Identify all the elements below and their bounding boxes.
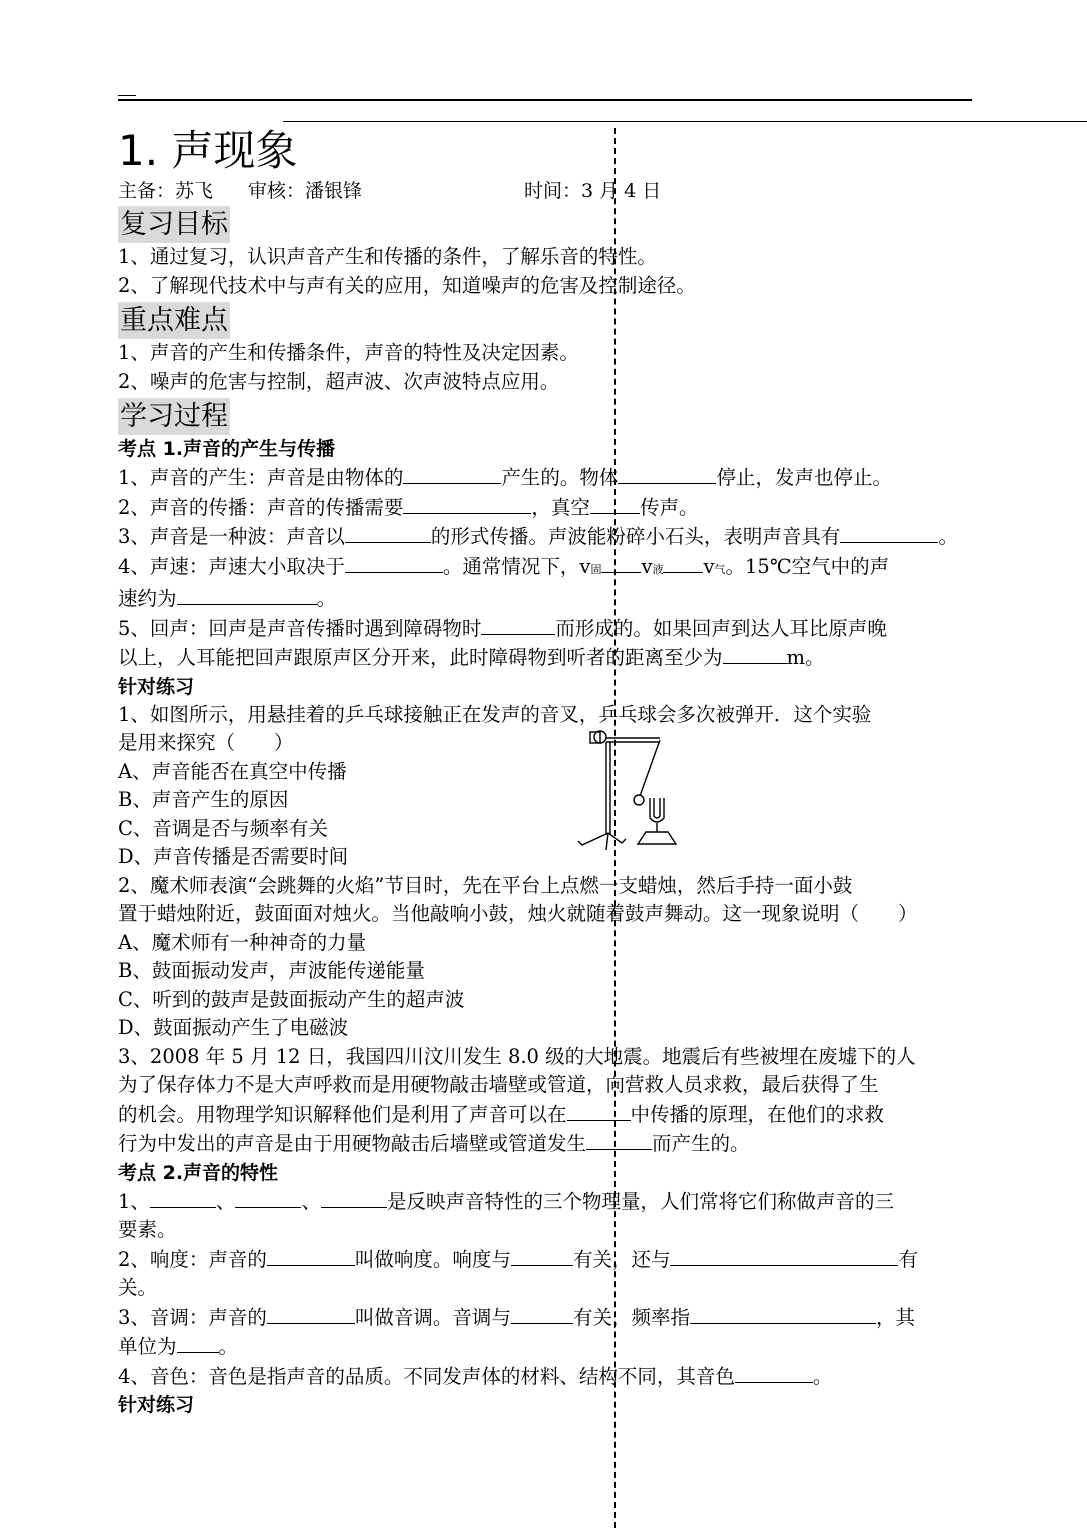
blank[interactable] (670, 1245, 898, 1266)
blank[interactable] (321, 1187, 387, 1208)
blank[interactable] (235, 1187, 301, 1208)
blank[interactable] (567, 1100, 631, 1121)
blank[interactable] (481, 614, 555, 635)
blank[interactable] (403, 493, 531, 514)
blank[interactable] (177, 584, 317, 605)
blank[interactable] (735, 1362, 813, 1383)
q1-option-a[interactable]: A、声音能否在真空中传播 (118, 759, 347, 783)
practice-heading: 针对练习 (118, 675, 195, 698)
q2-option-c[interactable]: C、听到的鼓声是鼓面振动产生的超声波 (118, 987, 465, 1011)
topic2-line1b: 要素。 (118, 1218, 177, 1241)
topic2-line2: 2、响度：声音的 叫做响度。响度与 有关，还与 有 (118, 1245, 978, 1275)
q2-option-b[interactable]: B、鼓面振动发声，声波能传递能量 (118, 959, 425, 982)
blank[interactable] (511, 1245, 573, 1266)
q2-stem: 2、魔术师表演“会跳舞的火焰”节目时，先在平台上点燃一支蜡烛，然后手持一面小鼓 (118, 873, 853, 897)
q1-option-c[interactable]: C、音调是否与频率有关 (118, 816, 328, 840)
topic2-heading: 考点 2.声音的特性 (118, 1161, 279, 1184)
topic1-line4: 4、声速：声速大小取决于 。通常情况下，v固 v液 v气。15℃空气中的声 (118, 552, 978, 585)
q1-stem-2: 是用来探究（ ） (118, 731, 294, 754)
q2-option-d[interactable]: D、鼓面振动产生了电磁波 (118, 1016, 349, 1039)
blank[interactable] (663, 552, 703, 573)
keypoint-1: 1、声音的产生和传播条件，声音的特性及决定因素。 (118, 341, 579, 364)
blank[interactable] (590, 493, 640, 514)
blank[interactable] (403, 463, 501, 484)
header-rule-thin (283, 121, 1087, 122)
section-goals: 复习目标 (118, 206, 230, 243)
topic1-line4b: 速约为 。 (118, 584, 978, 614)
page-title: 1. 声现象 (118, 126, 298, 175)
q3-line4: 行为中发出的声音是由于用硬物敲击后墙壁或管道发生 而产生的。 (118, 1129, 978, 1159)
topic2-line4: 4、音色：音色是指声音的品质。不同发声体的材料、结构不同，其音色 。 (118, 1362, 978, 1392)
header-rule (118, 99, 972, 101)
topic2-line3: 3、音调：声音的 叫做音调。音调与 有关，频率指 ，其 (118, 1303, 978, 1333)
topic1-line1: 1、声音的产生：声音是由物体的 产生的。物体 停止，发声也停止。 (118, 463, 978, 493)
blank[interactable] (586, 1129, 652, 1150)
goal-2: 2、了解现代技术中与声有关的应用，知道噪声的危害及控制途径。 (118, 273, 696, 297)
topic1-line5: 5、回声：回声是声音传播时遇到障碍物时 而形成的。如果回声到达人耳比原声晚 (118, 614, 978, 644)
topic1-line5b: 以上，人耳能把回声跟原声区分开来，此时障碍物到听者的距离至少为 m。 (118, 643, 978, 673)
q1-option-b[interactable]: B、声音产生的原因 (118, 788, 289, 811)
header-tick (118, 95, 136, 96)
blank[interactable] (723, 643, 787, 664)
blank[interactable] (618, 463, 716, 484)
blank[interactable] (345, 522, 431, 543)
blank[interactable] (267, 1245, 355, 1266)
worksheet (118, 124, 978, 1419)
practice-heading-2: 针对练习 (118, 1394, 195, 1416)
keypoint-2: 2、噪声的危害与控制，超声波、次声波特点应用。 (118, 369, 560, 393)
topic1-line3: 3、声音是一种波：声音以 的形式传播。声波能粉碎小石头，表明声音具有 。 (118, 522, 978, 552)
blank[interactable] (601, 552, 641, 573)
blank[interactable] (345, 552, 443, 573)
blank[interactable] (840, 522, 938, 543)
q3-line3: 的机会。用物理学知识解释他们是利用了声音可以在 中传播的原理，在他们的求救 (118, 1100, 978, 1130)
q1-option-d[interactable]: D、声音传播是否需要时间 (118, 845, 349, 868)
tuning-fork-figure (576, 720, 686, 855)
author: 主备：苏飞 (118, 180, 214, 202)
blank[interactable] (511, 1303, 573, 1324)
reviewer: 审核：潘银锋 (248, 180, 363, 202)
blank[interactable] (177, 1332, 219, 1353)
date: 时间：3 月 4 日 (524, 180, 662, 202)
meta-line (118, 178, 978, 204)
goal-1: 1、通过复习，认识声音产生和传播的条件，了解乐音的特性。 (118, 245, 657, 268)
topic1-heading: 考点 1.声音的产生与传播 (118, 438, 336, 460)
q3-line2: 为了保存体力不是大声呼救而是用硬物敲击墙壁或管道，向营救人员求救，最后获得了生 (118, 1073, 879, 1096)
topic2-line1: 1、 、 、 是反映声音特性的三个物理量，人们常将它们称做声音的三 (118, 1187, 978, 1217)
section-keypoints: 重点难点 (118, 302, 230, 339)
q2-option-a[interactable]: A、魔术师有一种神奇的力量 (118, 930, 367, 954)
q1-stem: 1、如图所示，用悬挂着的乒乓球接触正在发声的音叉，乒乓球会多次被弹开．这个实验 (118, 702, 872, 726)
q2-stem-2: 置于蜡烛附近，鼓面面对烛火。当他敲响小鼓，烛火就随着鼓声舞动。这一现象说明（ ） (118, 902, 918, 925)
topic2-line2b: 关。 (118, 1276, 158, 1299)
q3-line1: 3、2008 年 5 月 12 日，我国四川汶川发生 8.0 级的大地震。地震后有些被埋在废墟下的人 (118, 1044, 916, 1068)
blank[interactable] (690, 1303, 876, 1324)
topic1-line2: 2、声音的传播：声音的传播需要 ，真空 传声。 (118, 493, 978, 523)
topic2-line3b: 单位为 。 (118, 1332, 978, 1362)
blank[interactable] (267, 1303, 355, 1324)
blank[interactable] (150, 1187, 216, 1208)
section-process: 学习过程 (118, 398, 230, 435)
